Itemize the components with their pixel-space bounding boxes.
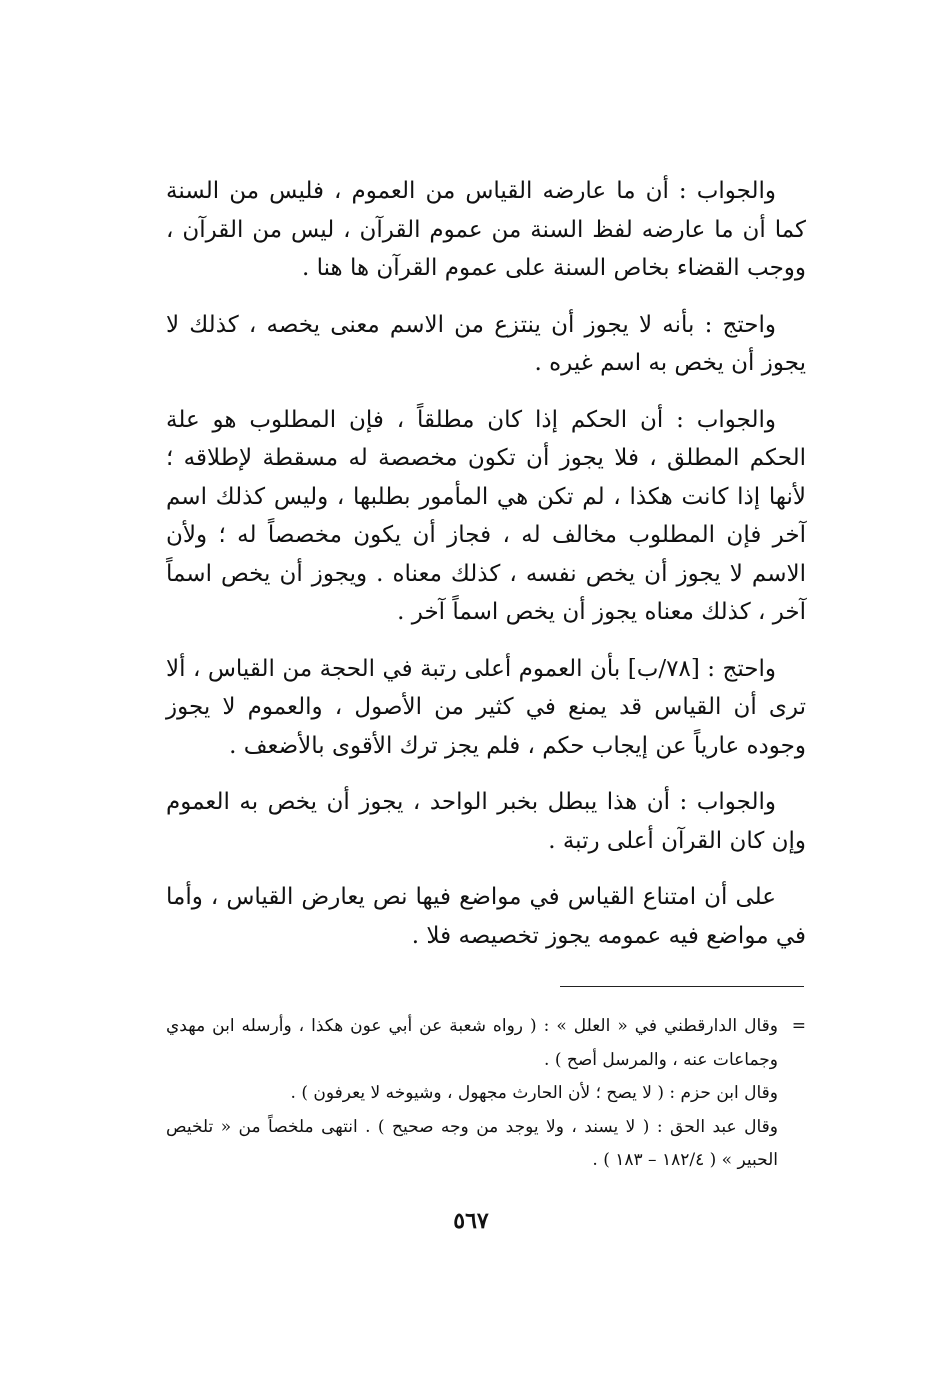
page-number: ٥٦٧ — [453, 1208, 489, 1234]
footnote-line — [166, 1010, 806, 1077]
footnote-text: وقال الدارقطني في « العلل » : ( رواه شعبة عن أبي عون هكذا ، وأرسله ابن مهدي وجماعات عنه ، والمرسل أصح ) . — [166, 1016, 778, 1070]
paragraph: والجواب : أن الحكم إذا كان مطلقاً ، فإن المطلوب هو علة الحكم المطلق ، فلا يجوز أن تكون مخصصة له مسقطة لإطلاقه ؛ لأنها إذا كانت هكذا ، لم تكن هي المأمور بطلبها ، وليس كذلك اسم آخر فإن المطلوب مخالف له ، فجاز أن يكون مخصصاً له ؛ ولأن الاسم لا يجوز أن يخص نفسه ، كذلك معناه . ويجوز أن يخص اسماً آخر ، كذلك معناه يجوز أن يخص اسماً آخر . — [166, 406, 806, 625]
footnotes — [166, 1010, 806, 1178]
paragraph: واحتج : [٧٨/ب] بأن العموم أعلى رتبة في الحجة من القياس ، ألا ترى أن القياس قد يمنع في كثير من الأصول ، والعموم لا يجوز وجوده عارياً عن إيجاب حكم ، فلم يجز ترك الأقوى بالأضعف . — [166, 655, 806, 759]
paragraph: على أن امتناع القياس في مواضع فيها نص يعارض القياس ، وأما في مواضع فيه عمومه يجوز تخصيصه فلا . — [166, 884, 806, 949]
main-text — [166, 172, 806, 973]
paragraph: واحتج : بأنه لا يجوز أن ينتزع من الاسم معنى يخصه ، كذلك لا يجوز أن يخص به اسم غيره . — [166, 311, 806, 376]
footnote-line: وقال ابن حزم : ( لا يصح ؛ لأن الحارث مجهول ، وشيوخه لا يعرفون ) . — [290, 1083, 778, 1104]
paragraph: والجواب : أن هذا يبطل بخبر الواحد ، يجوز أن يخص به العموم وإن كان القرآن أعلى رتبة . — [166, 789, 806, 854]
footnote-continuation-mark: = — [791, 1016, 806, 1036]
footnote-line: وقال عبد الحق : ( لا يسند ، ولا يوجد من وجه صحيح ) . انتهى ملخصاً من « تلخيص الحبير » ( ١٨٢/٤ – ١٨٣ ) . — [166, 1116, 778, 1171]
footnote-separator — [560, 986, 804, 987]
paragraph: والجواب : أن ما عارضه القياس من العموم ، فليس من السنة كما أن ما عارضه لفظ السنة من عموم القرآن ، ليس من القرآن ، ووجب القضاء بخاص السنة على عموم القرآن ها هنا . — [166, 178, 806, 281]
